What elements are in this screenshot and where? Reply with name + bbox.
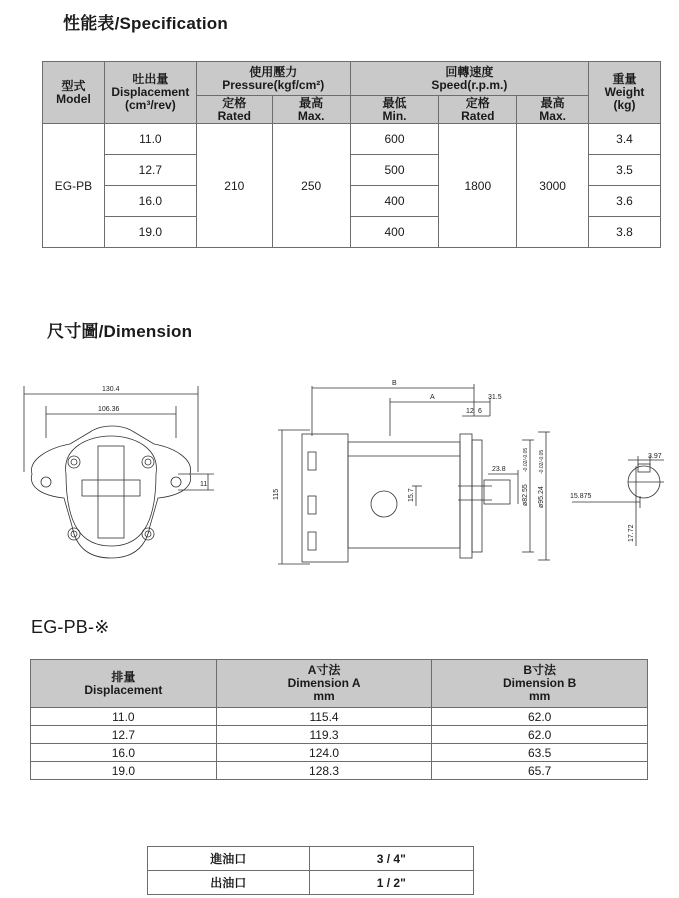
port-value: 1 / 2"	[309, 871, 474, 895]
side-dim-b: B	[392, 380, 397, 387]
side-dim-12: 12	[466, 408, 474, 415]
front-view-drawing	[18, 376, 218, 576]
dimension-a-cell: 119.3	[216, 726, 432, 744]
dimension-b-cell: 65.7	[432, 762, 648, 780]
key-dim-17-72: 17.72	[628, 524, 635, 542]
weight-cell: 3.6	[589, 186, 661, 217]
weight-cell: 3.8	[589, 217, 661, 248]
side-dim-23-8: 23.8	[492, 466, 506, 473]
displacement-cell: 16.0	[104, 186, 196, 217]
table-row	[31, 708, 648, 726]
min-speed-cell: 400	[350, 186, 439, 217]
dimension-a-cell: 124.0	[216, 744, 432, 762]
header-displacement: 吐出量 Displacement (cm³/rev)	[104, 62, 196, 124]
front-width-outer: 130.4	[102, 386, 120, 393]
rated-pressure-cell: 210	[196, 124, 272, 248]
front-offset: 11	[200, 481, 208, 488]
header-rated-pressure: 定格 Rated	[196, 96, 272, 124]
key-view-drawing	[568, 446, 672, 550]
displacement-cell: 11.0	[104, 124, 196, 155]
side-dim-6: 6	[478, 408, 482, 415]
header-rated-speed: 定格 Rated	[439, 96, 517, 124]
port-label: 出油口	[148, 871, 310, 895]
header-weight: 重量 Weight (kg)	[589, 62, 661, 124]
dimension-a-cell: 128.3	[216, 762, 432, 780]
side-dim-a: A	[430, 394, 435, 401]
key-dim-15-875: 15.875	[570, 493, 592, 500]
variant-title: EG-PB-※	[31, 617, 110, 637]
side-dim-115: 115	[273, 488, 280, 500]
header-max-speed: 最高 Max.	[517, 96, 589, 124]
dimension-b-cell: 62.0	[432, 726, 648, 744]
port-table	[147, 846, 474, 895]
min-speed-cell: 500	[350, 155, 439, 186]
spec-title: 性能表/Specification	[63, 14, 228, 33]
side-dim-15-7: 15.7	[408, 488, 415, 502]
header-model: 型式 Model	[43, 62, 105, 124]
table-row	[148, 847, 474, 871]
weight-cell: 3.5	[589, 155, 661, 186]
table-row	[31, 726, 648, 744]
header-dimension-a: A寸法 Dimension A mm	[216, 660, 432, 708]
table-row	[148, 871, 474, 895]
side-dia-82: ø82.55	[522, 484, 529, 506]
min-speed-cell: 400	[350, 217, 439, 248]
port-label: 進油口	[148, 847, 310, 871]
header-max-pressure: 最高 Max.	[272, 96, 350, 124]
header-min-speed: 最低 Min.	[350, 96, 439, 124]
max-pressure-cell: 250	[272, 124, 350, 248]
header-variant-displacement: 排量 Displacement	[31, 660, 217, 708]
side-view-drawing	[262, 376, 562, 576]
rated-speed-cell: 1800	[439, 124, 517, 248]
dimension-b-cell: 63.5	[432, 744, 648, 762]
weight-cell: 3.4	[589, 124, 661, 155]
dimension-title: 尺寸圖/Dimension	[47, 322, 193, 341]
table-row	[31, 744, 648, 762]
key-dim-3-97: 3.97	[648, 453, 662, 460]
variant-displacement-cell: 16.0	[31, 744, 217, 762]
front-width-bolt: 106.36	[98, 406, 120, 413]
variant-displacement-cell: 12.7	[31, 726, 217, 744]
header-dimension-b: B寸法 Dimension B mm	[432, 660, 648, 708]
table-row	[43, 124, 661, 155]
dimension-table	[30, 659, 648, 780]
displacement-cell: 19.0	[104, 217, 196, 248]
table-row	[31, 762, 648, 780]
side-tol-95: -0.02/-0.05	[539, 449, 545, 474]
variant-displacement-cell: 11.0	[31, 708, 217, 726]
max-speed-cell: 3000	[517, 124, 589, 248]
side-dia-95: ø95.24	[538, 486, 545, 508]
port-value: 3 / 4"	[309, 847, 474, 871]
dimension-a-cell: 115.4	[216, 708, 432, 726]
header-pressure: 使用壓力 Pressure(kgf/cm²)	[196, 62, 350, 96]
spec-table	[42, 61, 661, 248]
header-speed: 回轉速度 Speed(r.p.m.)	[350, 62, 588, 96]
dimension-b-cell: 62.0	[432, 708, 648, 726]
model-cell: EG-PB	[43, 124, 105, 248]
side-dim-31-5: 31.5	[488, 394, 502, 401]
variant-displacement-cell: 19.0	[31, 762, 217, 780]
displacement-cell: 12.7	[104, 155, 196, 186]
min-speed-cell: 600	[350, 124, 439, 155]
side-tol-82: -0.02/-0.05	[523, 447, 529, 472]
